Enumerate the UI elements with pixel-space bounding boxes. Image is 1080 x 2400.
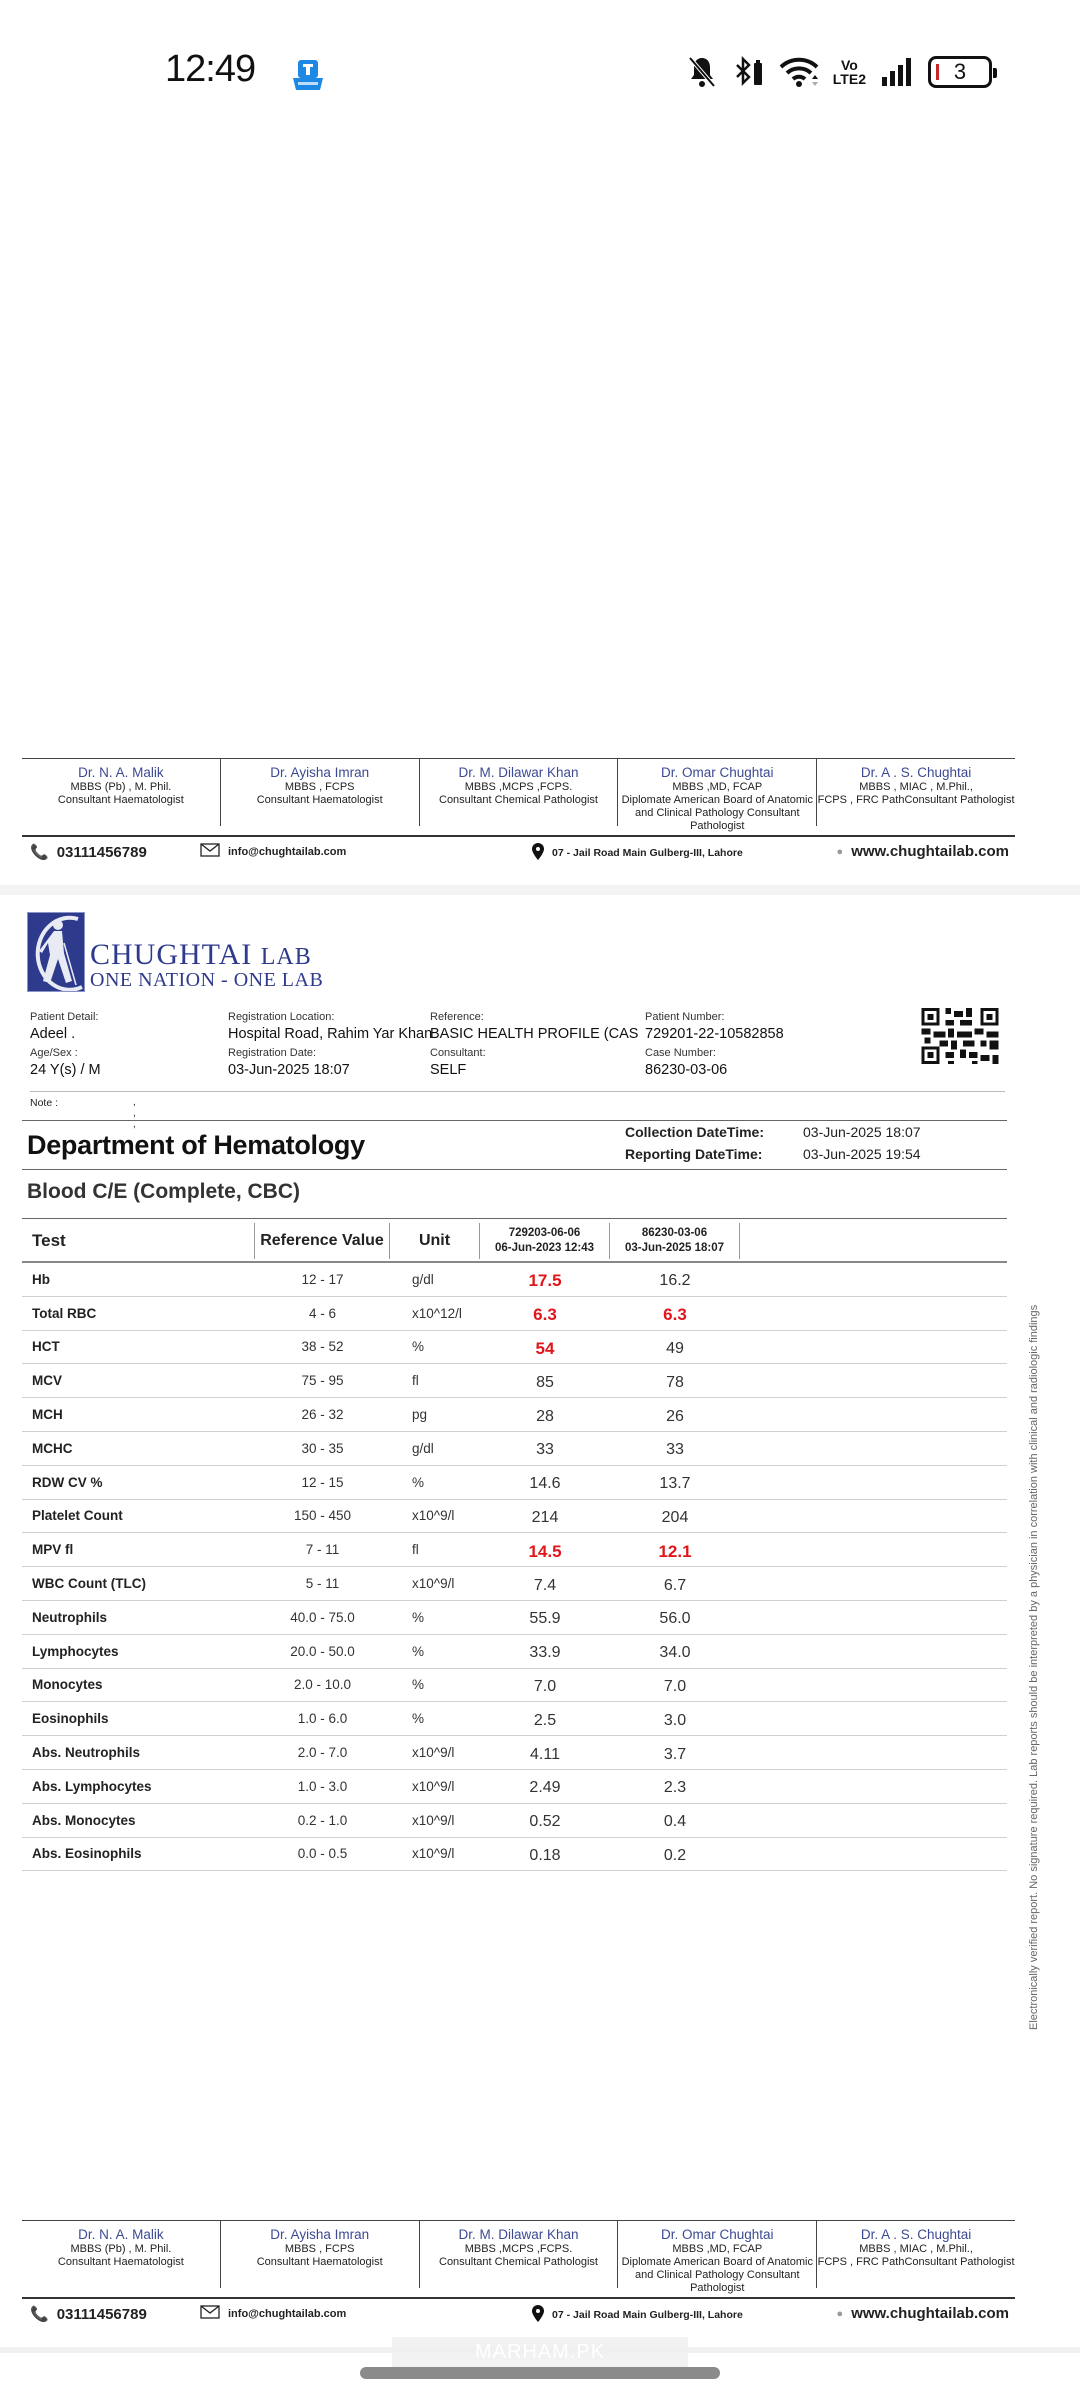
previous-value: 17.5 xyxy=(528,1271,562,1291)
patient-name: Adeel . xyxy=(30,1026,76,1042)
current-value: 56.0 xyxy=(659,1610,691,1628)
previous-value: 14.5 xyxy=(528,1541,562,1561)
unit: fl xyxy=(412,1373,419,1389)
table-row xyxy=(22,1567,1007,1601)
department-header: Department of Hematology Collection DateTime: 03-Jun-2025 18:07 Reporting DateTime: 03-Jun-2025 19:54 xyxy=(22,1120,1007,1170)
bell-muted-icon xyxy=(687,52,717,92)
current-value: 3.7 xyxy=(663,1745,687,1763)
website-contact[interactable]: ● www.chughtailab.com xyxy=(836,843,1009,860)
reference: BASIC HEALTH PROFILE (CAS xyxy=(430,1026,639,1042)
doctor-card: Dr. M. Dilawar Khan MBBS ,MCPS ,FCPS. Consultant Chemical Pathologist xyxy=(420,759,619,826)
clock: 12:49 xyxy=(165,48,256,90)
current-value: 34.0 xyxy=(659,1644,691,1662)
doctor-card: Dr. Omar Chughtai MBBS ,MD, FCAP Diplomate American Board of Anatomic and Clinical Pathology Consultant Pathologist xyxy=(618,759,817,826)
doctor-card: Dr. Omar Chughtai MBBS ,MD, FCAP Diplomate American Board of Anatomic and Clinical Pathology Consultant Pathologist xyxy=(618,2221,817,2288)
current-value: 2.3 xyxy=(663,1779,687,1797)
table-row xyxy=(22,1398,1007,1432)
reference-range: 1.0 - 3.0 xyxy=(297,1778,348,1794)
reference-range: 2.0 - 10.0 xyxy=(293,1677,352,1693)
previous-value: 14.6 xyxy=(529,1475,561,1493)
test-name: Abs. Monocytes xyxy=(32,1812,136,1828)
current-value: 13.7 xyxy=(659,1475,691,1493)
results-table xyxy=(22,1218,1007,1871)
lab-logo: CHUGHTAI LAB ONE NATION - ONE LAB xyxy=(27,912,323,992)
test-name: MCV xyxy=(32,1373,62,1389)
test-name: Hb xyxy=(32,1271,50,1287)
contact-bar-top xyxy=(22,835,1015,865)
doctor-card: Dr. Ayisha Imran MBBS , FCPS Consultant Haematologist xyxy=(221,759,420,826)
previous-value: 54 xyxy=(535,1338,555,1358)
current-value: 6.3 xyxy=(663,1305,687,1325)
phone-contact[interactable]: 📞 03111456789 xyxy=(30,843,147,861)
test-name: WBC Count (TLC) xyxy=(32,1576,146,1592)
reference-range: 30 - 35 xyxy=(301,1440,344,1456)
table-row xyxy=(22,1432,1007,1466)
test-name: Abs. Lymphocytes xyxy=(32,1778,152,1794)
table-row xyxy=(22,1533,1007,1567)
unit: x10^9/l xyxy=(412,1576,455,1592)
reference-range: 40.0 - 75.0 xyxy=(290,1609,355,1625)
phone-contact[interactable]: 📞 03111456789 xyxy=(30,2305,147,2323)
wifi-icon xyxy=(779,52,819,92)
previous-value: 55.9 xyxy=(529,1610,561,1628)
table-row xyxy=(22,1804,1007,1838)
doctor-card: Dr. Ayisha Imran MBBS , FCPS Consultant Haematologist xyxy=(221,2221,420,2288)
address-contact: 07 - Jail Road Main Gulberg-III, Lahore xyxy=(532,2305,743,2325)
registration-date: 03-Jun-2025 18:07 xyxy=(228,1062,350,1078)
collection-datetime: 03-Jun-2025 18:07 xyxy=(803,1124,921,1140)
unit: % xyxy=(412,1643,425,1659)
unit: x10^9/l xyxy=(412,1508,455,1524)
reference-range: 1.0 - 6.0 xyxy=(297,1711,348,1727)
current-value: 204 xyxy=(661,1508,689,1526)
reference-range: 12 - 15 xyxy=(301,1474,344,1490)
page-separator xyxy=(0,885,1080,895)
table-row xyxy=(22,1601,1007,1635)
previous-value: 2.5 xyxy=(533,1711,557,1729)
current-value: 3.0 xyxy=(663,1711,687,1729)
test-name: Total RBC xyxy=(32,1305,97,1321)
current-result-column: 86230-03-06 03-Jun-2025 18:07 xyxy=(610,1223,740,1259)
previous-value: 0.18 xyxy=(529,1846,561,1864)
doctors-footer-bottom xyxy=(22,2220,1015,2294)
walking-man-logo-icon xyxy=(27,912,85,992)
doctor-card: Dr. A . S. Chughtai MBBS , MIAC , M.Phil., FCPS , FRC PathConsultant Pathologist xyxy=(817,2227,1015,2268)
table-header: Test Reference Value Unit 729203-06-06 06-Jun-2023 12:43 86230-03-06 03-Jun-2025 18:07 xyxy=(22,1218,1007,1263)
table-row xyxy=(22,1770,1007,1804)
disclaimer: Electronically verified report. No signature required. Lab reports should be interpreted by a physician in correlation with clinical and radiologic findings xyxy=(1028,1304,1040,2030)
status-bar xyxy=(0,0,1080,140)
previous-value: 33 xyxy=(536,1441,554,1459)
current-value: 6.7 xyxy=(663,1576,687,1594)
email-contact[interactable]: info@chughtailab.com xyxy=(200,2305,346,2322)
test-name: Monocytes xyxy=(32,1677,103,1693)
previous-value: 6.3 xyxy=(533,1305,557,1325)
unit: g/dl xyxy=(412,1440,434,1456)
unit: x10^9/l xyxy=(412,1745,455,1761)
reference-range: 0.0 - 0.5 xyxy=(297,1846,348,1862)
doctor-card: Dr. A . S. Chughtai MBBS , MIAC , M.Phil., FCPS , FRC PathConsultant Pathologist xyxy=(817,765,1015,806)
address-contact: 07 - Jail Road Main Gulberg-III, Lahore xyxy=(532,843,743,863)
table-row xyxy=(22,1635,1007,1669)
reference-range: 12 - 17 xyxy=(301,1271,344,1287)
previous-value: 7.4 xyxy=(533,1576,557,1594)
battery-icon: 3 xyxy=(928,56,992,88)
current-value: 26 xyxy=(666,1407,684,1425)
current-value: 7.0 xyxy=(663,1677,687,1695)
unit: g/dl xyxy=(412,1271,434,1287)
map-pin-icon xyxy=(532,2305,544,2325)
test-name: MCH xyxy=(32,1407,63,1423)
previous-value: 2.49 xyxy=(529,1779,561,1797)
unit: % xyxy=(412,1677,425,1693)
globe-icon: ● xyxy=(836,845,844,858)
current-value: 33 xyxy=(666,1441,684,1459)
current-value: 0.4 xyxy=(663,1813,687,1831)
map-pin-icon xyxy=(532,843,544,863)
consultant: SELF xyxy=(430,1062,467,1078)
previous-value: 85 xyxy=(536,1373,554,1391)
table-row xyxy=(22,1500,1007,1534)
test-name: HCT xyxy=(32,1339,60,1355)
reference-range: 150 - 450 xyxy=(293,1508,352,1524)
qr-code-icon xyxy=(921,1008,999,1064)
reference-range: 26 - 32 xyxy=(301,1407,344,1423)
case-number: 86230-03-06 xyxy=(645,1062,728,1078)
reporting-datetime: 03-Jun-2025 19:54 xyxy=(803,1146,921,1162)
table-row xyxy=(22,1297,1007,1331)
reference-range: 7 - 11 xyxy=(305,1542,340,1558)
table-row xyxy=(22,1331,1007,1365)
reference-range: 20.0 - 50.0 xyxy=(290,1643,355,1659)
home-gesture-bar[interactable] xyxy=(360,2367,720,2379)
reference-range: 4 - 6 xyxy=(308,1305,336,1321)
test-name: Platelet Count xyxy=(32,1508,123,1524)
patient-info: Patient Detail: Adeel . Age/Sex : 24 Y(s) / M Registration Location: Hospital Road, Rahim Yar Khan Registration Date: 03-Jun-2025 18:07 Reference: BASIC HEALTH PROFILE (CAS Consultant: SELF Patient Number: 729201-22-10582858 Case Number: 86230-03-06 xyxy=(30,1010,1005,1092)
test-name: MPV fl xyxy=(32,1542,74,1558)
previous-result-column: 729203-06-06 06-Jun-2023 12:43 xyxy=(480,1223,610,1259)
email-contact[interactable]: info@chughtailab.com xyxy=(200,843,346,860)
reference-range: 5 - 11 xyxy=(305,1576,340,1592)
patient-number: 729201-22-10582858 xyxy=(645,1026,784,1042)
table-row xyxy=(22,1702,1007,1736)
table-row xyxy=(22,1838,1007,1872)
current-value: 16.2 xyxy=(659,1272,691,1290)
globe-icon: ● xyxy=(836,2307,844,2320)
previous-value: 33.9 xyxy=(529,1644,561,1662)
phone-icon: 📞 xyxy=(30,844,49,861)
unit: % xyxy=(412,1474,425,1490)
table-row xyxy=(22,1669,1007,1703)
unit: x10^9/l xyxy=(412,1778,455,1794)
envelope-icon xyxy=(200,843,220,860)
previous-value: 7.0 xyxy=(533,1677,557,1695)
age-sex: 24 Y(s) / M xyxy=(30,1062,101,1078)
reference-range: 38 - 52 xyxy=(301,1339,344,1355)
website-contact[interactable]: ● www.chughtailab.com xyxy=(836,2305,1009,2322)
watermark: MARHAM.PK xyxy=(392,2337,688,2367)
table-body xyxy=(22,1263,1007,1871)
unit: % xyxy=(412,1339,425,1355)
current-value: 12.1 xyxy=(658,1541,692,1561)
unit: x10^9/l xyxy=(412,1812,455,1828)
current-value: 49 xyxy=(666,1339,684,1357)
phone-icon: 📞 xyxy=(30,2306,49,2323)
note: Note : , , , xyxy=(30,1097,136,1130)
signal-icon xyxy=(880,52,914,92)
table-row xyxy=(22,1466,1007,1500)
doctors-footer-top xyxy=(22,758,1015,832)
doctor-card: Dr. N. A. Malik MBBS (Pb) , M. Phil. Consultant Haematologist xyxy=(22,2221,221,2288)
unit: % xyxy=(412,1711,425,1727)
unit: pg xyxy=(412,1407,428,1423)
previous-value: 214 xyxy=(531,1508,559,1526)
unit: x10^9/l xyxy=(412,1846,455,1862)
test-name: Eosinophils xyxy=(32,1711,109,1727)
reference-range: 75 - 95 xyxy=(301,1373,344,1389)
registration-location: Hospital Road, Rahim Yar Khan xyxy=(228,1026,433,1042)
contact-bar-bottom xyxy=(22,2297,1015,2327)
current-value: 78 xyxy=(666,1373,684,1391)
reference-range: 0.2 - 1.0 xyxy=(297,1812,348,1828)
test-name: Lymphocytes xyxy=(32,1643,119,1659)
table-row xyxy=(22,1736,1007,1770)
reference-range: 2.0 - 7.0 xyxy=(297,1745,348,1761)
page-title: Department of Hematology xyxy=(27,1130,365,1160)
test-name: MCHC xyxy=(32,1440,73,1456)
envelope-icon xyxy=(200,2305,220,2322)
current-value: 0.2 xyxy=(663,1846,687,1864)
vpn-shield-app-icon xyxy=(290,58,326,92)
volte-icon: Vo LTE2 xyxy=(832,57,866,87)
test-name: Abs. Neutrophils xyxy=(32,1745,141,1761)
doctor-card: Dr. M. Dilawar Khan MBBS ,MCPS ,FCPS. Consultant Chemical Pathologist xyxy=(420,2221,619,2288)
bluetooth-icon xyxy=(731,52,765,92)
section-title: Blood C/E (Complete, CBC) xyxy=(27,1180,300,1203)
previous-value: 0.52 xyxy=(529,1813,561,1831)
test-name: RDW CV % xyxy=(32,1474,103,1490)
unit: fl xyxy=(412,1542,419,1558)
table-row xyxy=(22,1364,1007,1398)
table-row xyxy=(22,1263,1007,1297)
test-name: Neutrophils xyxy=(32,1609,108,1625)
previous-value: 4.11 xyxy=(530,1745,560,1763)
doctor-card: Dr. N. A. Malik MBBS (Pb) , M. Phil. Consultant Haematologist xyxy=(22,759,221,826)
previous-value: 28 xyxy=(536,1407,554,1425)
test-name: Abs. Eosinophils xyxy=(32,1846,142,1862)
unit: x10^12/l xyxy=(412,1305,462,1321)
unit: % xyxy=(412,1609,425,1625)
